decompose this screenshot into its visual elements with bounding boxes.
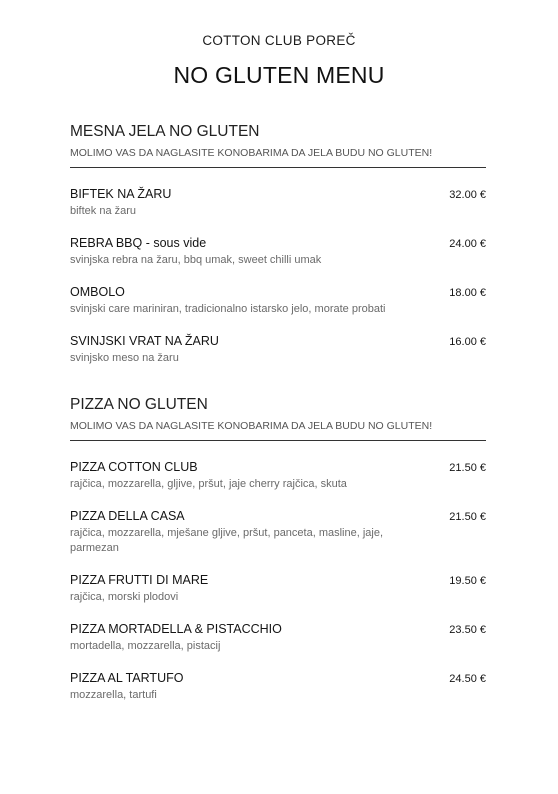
section-title: MESNA JELA NO GLUTEN — [70, 123, 260, 140]
item-name: BIFTEK NA ŽARU — [70, 187, 172, 201]
item-description: biftek na žaru — [70, 205, 137, 217]
item-price: 32.00 € — [449, 189, 486, 201]
menu-item-list — [70, 458, 486, 703]
item-description: rajčica, morski plodovi — [70, 591, 179, 603]
menu-item — [70, 185, 486, 219]
restaurant-name: COTTON CLUB POREČ — [202, 33, 356, 48]
menu-item-list — [70, 185, 486, 366]
section-note: MOLIMO VAS DA NAGLASITE KONOBARIMA DA JELA BUDU NO GLUTEN! — [70, 419, 486, 441]
item-name: PIZZA FRUTTI DI MARE — [70, 573, 209, 587]
item-description: rajčica, mozzarella, gljive, pršut, jaje cherry rajčica, skuta — [70, 478, 347, 490]
menu-title: NO GLUTEN MENU — [173, 62, 385, 88]
item-price: 18.00 € — [449, 287, 486, 299]
item-description: svinjski care mariniran, tradicionalno istarsko jelo, morate probati — [70, 303, 386, 315]
item-price: 24.50 € — [449, 673, 486, 685]
menu-section-meat — [70, 122, 486, 381]
item-price: 16.00 € — [449, 336, 486, 348]
item-name: PIZZA DELLA CASA — [70, 509, 185, 523]
item-description: svinjsko meso na žaru — [70, 352, 179, 364]
item-description: rajčica, mozzarella, mješane gljive, pršut, panceta, masline, jaje, parmezan — [70, 527, 384, 554]
item-name: OMBOLO — [70, 285, 125, 299]
item-name: PIZZA COTTON CLUB — [70, 460, 198, 474]
section-note: MOLIMO VAS DA NAGLASITE KONOBARIMA DA JELA BUDU NO GLUTEN! — [70, 146, 486, 168]
menu-item — [70, 283, 486, 317]
menu-item — [70, 669, 486, 703]
item-price: 21.50 € — [449, 462, 486, 474]
item-name: REBRA BBQ - sous vide — [70, 236, 207, 250]
item-price: 19.50 € — [449, 575, 486, 587]
item-name: SVINJSKI VRAT NA ŽARU — [70, 334, 219, 348]
item-price: 21.50 € — [449, 511, 486, 523]
menu-section-pizza — [70, 395, 486, 718]
item-price: 24.00 € — [449, 238, 486, 250]
menu-item — [70, 234, 486, 268]
menu-item — [70, 507, 486, 556]
menu-item — [70, 620, 486, 654]
item-description: mortadella, mozzarella, pistacij — [70, 640, 221, 652]
item-description: svinjska rebra na žaru, bbq umak, sweet chilli umak — [70, 254, 322, 266]
item-description: mozzarella, tartufi — [70, 689, 157, 701]
section-title: PIZZA NO GLUTEN — [70, 396, 208, 413]
item-name: PIZZA MORTADELLA & PISTACCHIO — [70, 622, 282, 636]
item-price: 23.50 € — [449, 624, 486, 636]
menu-item — [70, 332, 486, 366]
menu-item — [70, 571, 486, 605]
menu-item — [70, 458, 486, 492]
item-name: PIZZA AL TARTUFO — [70, 671, 184, 685]
